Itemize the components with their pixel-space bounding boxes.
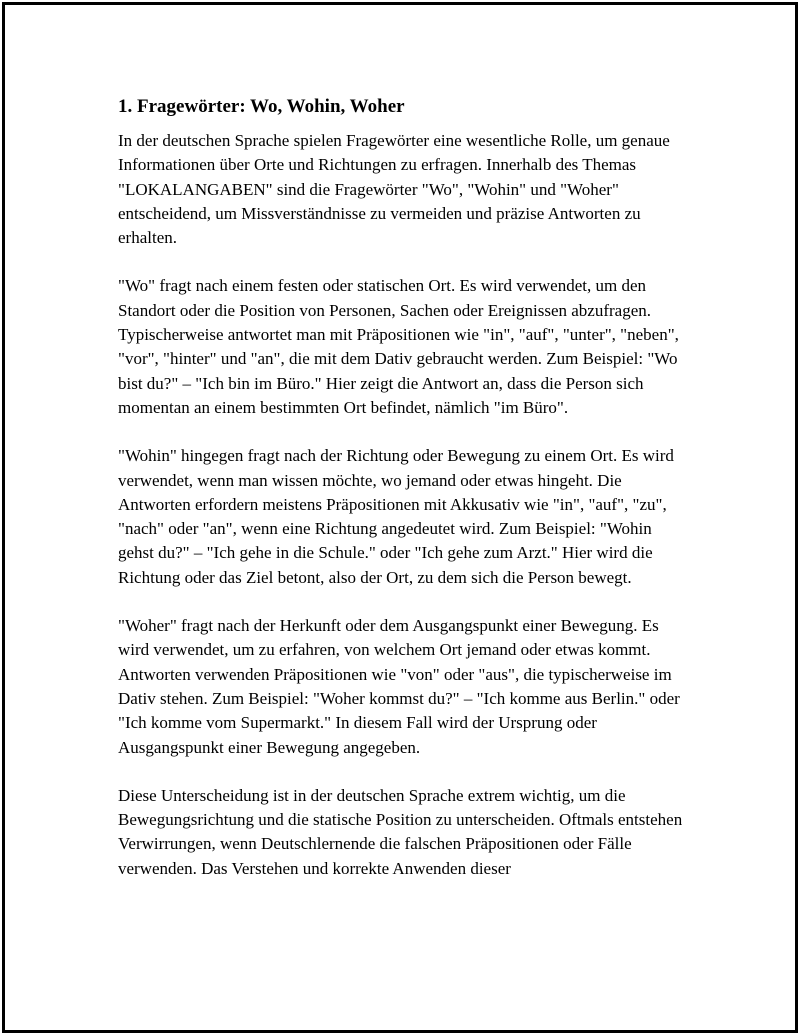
paragraph-woher: "Woher" fragt nach der Herkunft oder dem Ausgangspunkt einer Bewegung. Es wird verwendet, um zu erfahren, von welchem Ort jemand oder etwas kommt. Antworten verwenden Präpositionen wie "von" oder "aus", die typischerweise im Dativ stehen. Zum Beispiel: "Woher kommst du?" – "Ich komme aus Berlin." oder "Ich komme vom Supermarkt." In diesem Fall wird der Ursprung oder Ausgangspunkt einer Bewegung angegeben. bbox=[118, 616, 680, 757]
document-body bbox=[118, 92, 686, 905]
paragraph-conclusion: Diese Unterscheidung ist in der deutschen Sprache extrem wichtig, um die Bewegungsrichtung und die statische Position zu unterscheiden. Oftmals entstehen Verwirrungen, wenn Deutschlernende die falschen Präpositionen oder Fälle verwenden. Das Verstehen und korrekte Anwenden dieser bbox=[118, 785, 683, 878]
paragraph-intro: In der deutschen Sprache spielen Fragewörter eine wesentliche Rolle, um genaue Informationen über Orte und Richtungen zu erfragen. Innerhalb des Themas "LOKALANGABEN" sind die Fragewörter "Wo", "Wohin" und "Woher" entscheidend, um Missverständnisse zu vermeiden und präzise Antworten zu erhalten. bbox=[118, 131, 670, 248]
paragraph-wo: "Wo" fragt nach einem festen oder statischen Ort. Es wird verwendet, um den Standort oder die Position von Personen, Sachen oder Ereignissen abzufragen. Typischerweise antwortet man mit Präpositionen wie "in", "auf", "unter", "neben", "vor", "hinter" und "an", die mit dem Dativ gebraucht werden. Zum Beispiel: "Wo bist du?" – "Ich bin im Büro." Hier zeigt die Antwort an, dass die Person sich momentan an einem bestimmten Ort befindet, nämlich "im Büro". bbox=[118, 276, 679, 417]
section-heading: 1. Fragewörter: Wo, Wohin, Woher bbox=[118, 96, 405, 117]
paragraph-wohin: "Wohin" hingegen fragt nach der Richtung oder Bewegung zu einem Ort. Es wird verwendet, wenn man wissen möchte, wo jemand oder etwas hingeht. Die Antworten erfordern meistens Präpositionen mit Akkusativ wie "in", "auf", "zu", "nach" oder "an", wenn eine Richtung angedeutet wird. Zum Beispiel: "Wohin gehst du?" – "Ich gehe in die Schule." oder "Ich gehe zum Arzt." Hier wird die Richtung oder das Ziel betont, also der Ort, zu dem sich die Person bewegt. bbox=[118, 446, 674, 587]
